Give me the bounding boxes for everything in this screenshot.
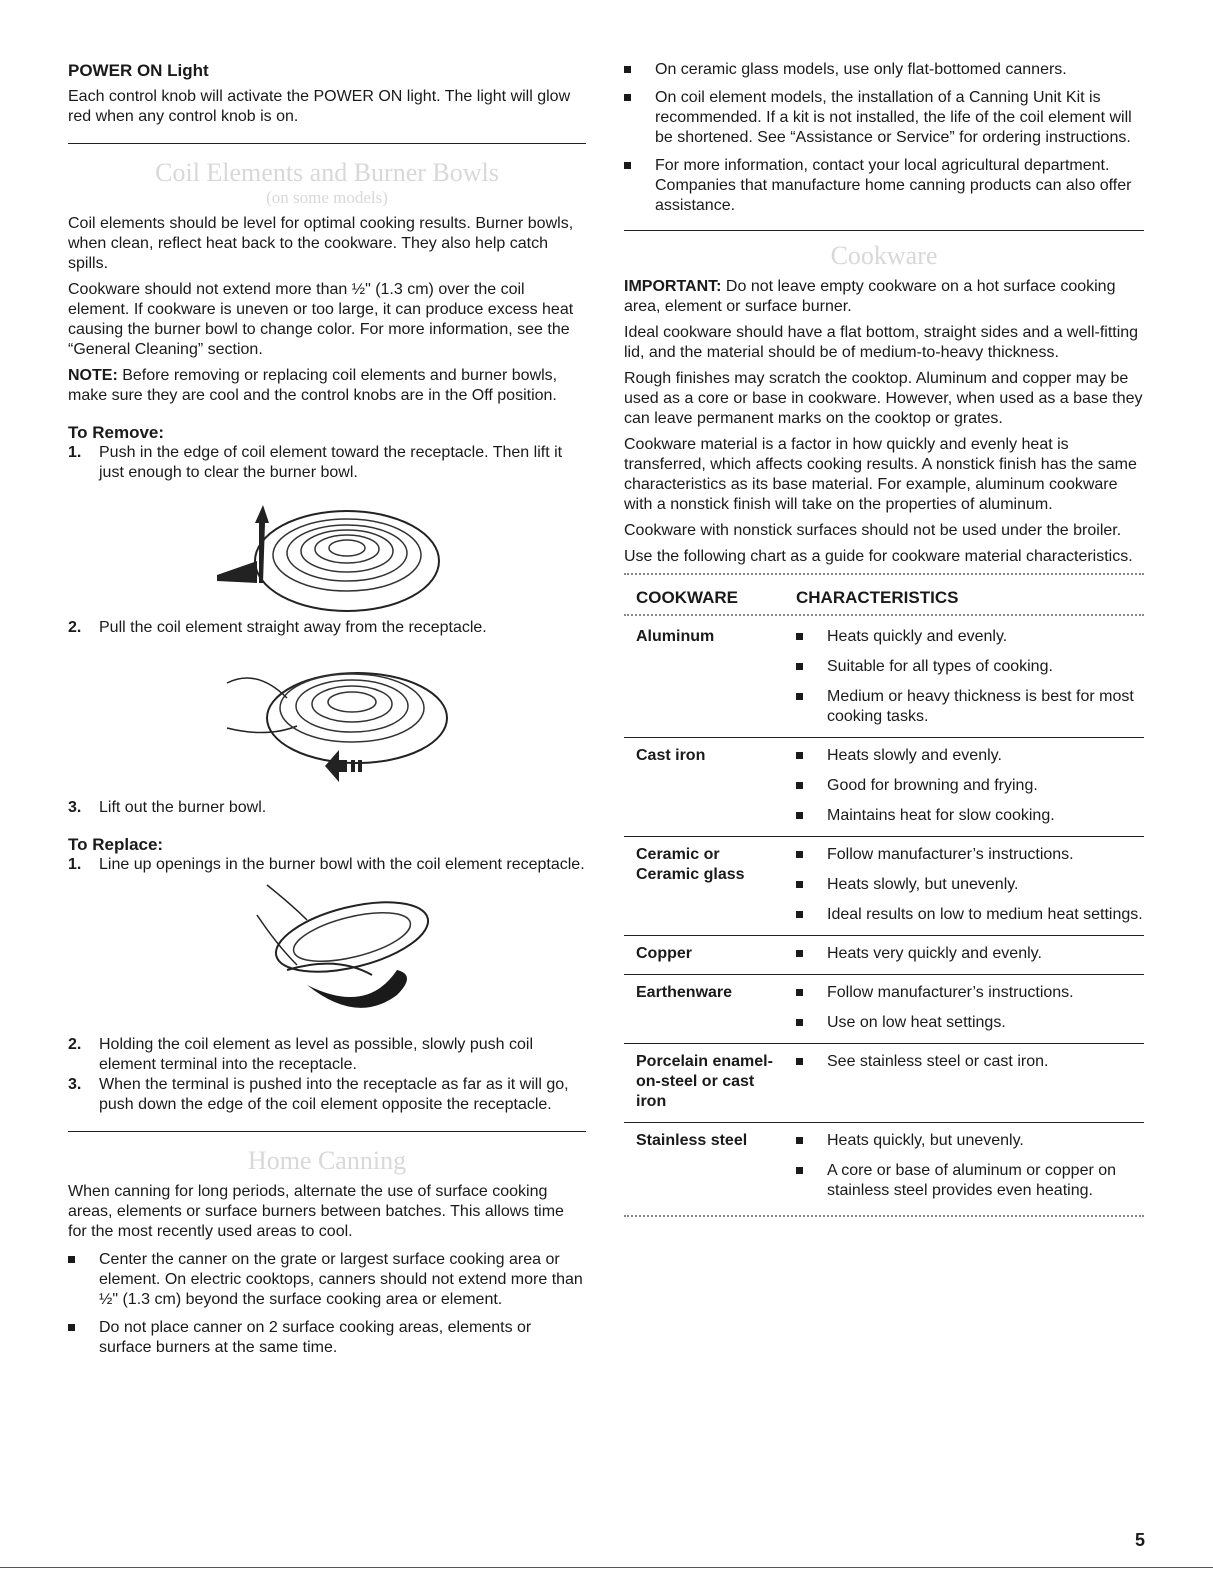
- characteristic: Heats slowly, but unevenly.: [796, 875, 1144, 895]
- step-text: Pull the coil element straight away from the receptacle.: [99, 619, 487, 636]
- cookware-paragraph-3: Cookware material is a factor in how quickly and evenly heat is transferred, which affects cooking results. A nonstick finish has the same characteristics as its base material. For example, aluminum cookware with a nonstick finish will take on the properties of aluminum.: [624, 436, 1137, 513]
- step-text: When the terminal is pushed into the receptacle as far as it will go, push down the edge of the coil element opposite the receptacle.: [99, 1076, 569, 1113]
- coil-section-title: Coil Elements and Burner Bowls: [155, 158, 499, 187]
- important-note: [624, 277, 1144, 317]
- home-canning-title: Home Canning: [247, 1146, 407, 1175]
- pull-coil-illustration: [197, 638, 457, 798]
- cookware-paragraph-5: Use the following chart as a guide for cookware material characteristics.: [624, 548, 1133, 565]
- table-row: [624, 837, 1144, 936]
- characteristic: Heats slowly and evenly.: [796, 746, 1144, 766]
- remove-steps-final: [68, 798, 586, 818]
- table-header-row: [624, 582, 1144, 614]
- power-on-heading: POWER ON Light: [68, 61, 209, 80]
- list-item: [68, 1035, 586, 1075]
- characteristic: Heats very quickly and evenly.: [796, 944, 1144, 964]
- replace-steps-continued: [68, 1035, 586, 1115]
- material-name: Stainless steel: [636, 1132, 748, 1149]
- table-row: [624, 936, 1144, 975]
- step-text: Line up openings in the burner bowl with the coil element receptacle.: [99, 856, 585, 873]
- power-on-text: Each control knob will activate the POWER ON light. The light will glow red when any control knob is on.: [68, 88, 571, 125]
- list-item: Center the canner on the grate or largest surface cooking area or element. On electric cooktops, canners should not extend more than ½" (1.3 cm) beyond the surface cooking area or element.: [68, 1250, 586, 1310]
- replace-steps: [68, 855, 586, 875]
- divider: [624, 230, 1144, 231]
- remove-steps: [68, 443, 586, 483]
- left-column: [68, 60, 586, 1366]
- important-label: IMPORTANT:: [624, 278, 722, 295]
- step-number: 2.: [68, 1036, 82, 1053]
- remove-coil-illustration: [197, 483, 457, 618]
- column-header-characteristics: CHARACTERISTICS: [796, 588, 959, 607]
- cookware-title: Cookware: [830, 241, 938, 270]
- list-item: [68, 855, 586, 875]
- cookware-paragraph-1: Ideal cookware should have a flat bottom, straight sides and a well-fitting lid, and the material should be of medium-to-heavy thickness.: [624, 324, 1139, 361]
- column-header-cookware: COOKWARE: [636, 588, 738, 607]
- characteristic: Medium or heavy thickness is best for most cooking tasks.: [796, 687, 1144, 727]
- characteristic: A core or base of aluminum or copper on stainless steel provides even heating.: [796, 1161, 1144, 1201]
- cookware-paragraph-4: Cookware with nonstick surfaces should not be used under the broiler.: [624, 522, 1122, 539]
- table-bottom-border: [624, 1215, 1144, 1220]
- table-row: [624, 738, 1144, 837]
- page-number: 5: [1134, 1530, 1145, 1550]
- cookware-paragraph-2: Rough finishes may scratch the cooktop. Aluminum and copper may be used as a core or base in cookware. However, when used as a base they can leave permanent marks on the cooktop or grates.: [624, 370, 1143, 427]
- divider: [68, 143, 586, 144]
- divider: [68, 1131, 586, 1132]
- step-number: 2.: [68, 619, 82, 636]
- coil-paragraph-1: Coil elements should be level for optimal cooking results. Burner bowls, when clean, reflect heat back to the cookware. They also help catch spills.: [68, 215, 574, 272]
- characteristic: Good for browning and frying.: [796, 776, 1144, 796]
- material-name: Cast iron: [624, 738, 784, 837]
- table-row: [624, 619, 1144, 738]
- remove-steps-continued: [68, 618, 586, 638]
- characteristic: Heats quickly, but unevenly.: [796, 1131, 1144, 1151]
- characteristic: Follow manufacturer’s instructions.: [796, 845, 1144, 865]
- list-item: On coil element models, the installation of a Canning Unit Kit is recommended. If a kit is not installed, the life of the coil element will be shortened. See “Assistance or Service” for ordering instructions.: [624, 88, 1144, 148]
- material-name: Copper: [624, 936, 784, 975]
- canning-bullets: [68, 1250, 586, 1358]
- to-remove-heading: To Remove:: [68, 423, 165, 442]
- list-item: [68, 618, 586, 638]
- replace-bowl-illustration: [197, 875, 457, 1035]
- canning-paragraph: When canning for long periods, alternate the use of surface cooking areas, elements or surface burners between batches. This allows time for the most recently used areas to cool.: [68, 1183, 564, 1240]
- list-item: [68, 798, 586, 818]
- characteristic: Heats quickly and evenly.: [796, 627, 1144, 647]
- step-text: Lift out the burner bowl.: [99, 799, 267, 816]
- material-name: Earthenware: [624, 975, 784, 1044]
- table-row: [624, 1044, 1144, 1123]
- material-name: Ceramic or Ceramic glass: [624, 837, 784, 936]
- step-text: Holding the coil element as level as possible, slowly push coil element terminal into the receptacle.: [99, 1036, 533, 1073]
- list-item: On ceramic glass models, use only flat-bottomed canners.: [624, 60, 1144, 80]
- list-item: Do not place canner on 2 surface cooking areas, elements or surface burners at the same time.: [68, 1318, 586, 1358]
- step-number: 1.: [68, 856, 82, 873]
- list-item: For more information, contact your local agricultural department. Companies that manufacture home canning products can also offer assistance.: [624, 156, 1144, 216]
- important-text: Do not leave empty cookware on a hot surface cooking area, element or surface burner.: [624, 278, 1116, 315]
- step-number: 3.: [68, 799, 82, 816]
- material-name: Aluminum: [624, 619, 784, 738]
- characteristic: Maintains heat for slow cooking.: [796, 806, 1144, 826]
- coil-paragraph-2: Cookware should not extend more than ½" (1.3 cm) over the coil element. If cookware is uneven or too large, it can produce excess heat causing the burner bowl to change color. For more information, see the “General Cleaning” section.: [68, 281, 574, 358]
- step-number: 3.: [68, 1076, 82, 1093]
- canning-bullets-continued: [624, 60, 1144, 216]
- step-number: 1.: [68, 444, 82, 461]
- characteristic: Ideal results on low to medium heat settings.: [796, 905, 1144, 925]
- table-row: [624, 1123, 1144, 1212]
- characteristic: Suitable for all types of cooking.: [796, 657, 1144, 677]
- list-item: [68, 443, 586, 483]
- characteristic: See stainless steel or cast iron.: [796, 1052, 1144, 1072]
- characteristic: Use on low heat settings.: [796, 1013, 1144, 1033]
- right-column: [624, 60, 1144, 1220]
- list-item: [68, 1075, 586, 1115]
- coil-section-subtitle: (on some models): [266, 188, 388, 207]
- note-text: Before removing or replacing coil elements and burner bowls, make sure they are cool and the control knobs are in the Off position.: [68, 367, 558, 404]
- step-text: Push in the edge of coil element toward the receptacle. Then lift it just enough to clear the burner bowl.: [99, 444, 563, 481]
- cookware-table: [624, 582, 1144, 1211]
- coil-note: [68, 366, 586, 406]
- characteristic: Follow manufacturer’s instructions.: [796, 983, 1144, 1003]
- note-label: NOTE:: [68, 367, 118, 384]
- table-row: [624, 975, 1144, 1044]
- footer-rule: [0, 1567, 1213, 1568]
- material-name: Porcelain enamel-on-steel or cast iron: [624, 1044, 784, 1123]
- to-replace-heading: To Replace:: [68, 835, 164, 854]
- table-top-border: [624, 573, 1144, 578]
